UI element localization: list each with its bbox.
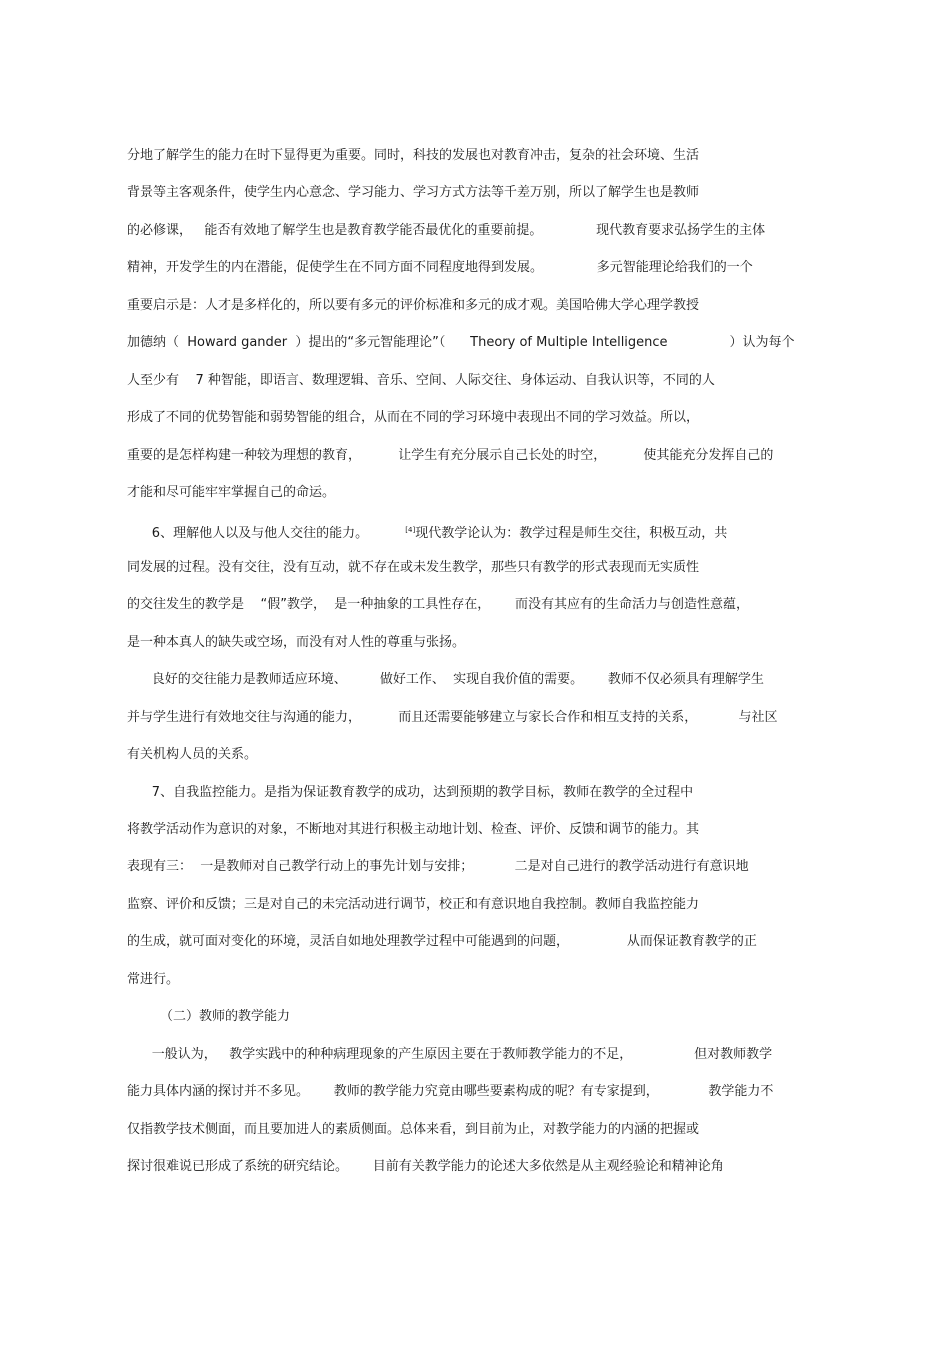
text-line: 重要启示是：人才是多样化的，所以要有多元的评价标准和多元的成才观。美国哈佛大学心理学教授 — [127, 298, 700, 313]
text-line: 分地了解学生的能力在时下显得更为重要。同时，科技的发展也对教育冲击，复杂的社会环境、生活 — [127, 148, 700, 163]
text-line: 背景等主客观条件，使学生内心意念、学习能力、学习方式方法等千差万别，所以了解学生也是教师 — [127, 185, 700, 200]
text-line: 加德纳（ Howard gander ）提出的“多元智能理论”（ Theory of Multiple Intelligence ）认为每个 — [127, 335, 795, 350]
text-line: 并与学生进行有效地交往与沟通的能力， 而且还需要能够建立与家长合作和相互支持的关系， 与社区 — [127, 710, 778, 725]
text-line: 监察、评价和反馈；三是对自己的未完活动进行调节，校正和有意识地自我控制。教师自我监控能力 — [127, 897, 700, 912]
text-line-with-footnote — [127, 521, 727, 543]
text-line: 良好的交往能力是教师适应环境、 做好工作、 实现自我价值的需要。 教师不仅必须具有理解学生 — [127, 672, 764, 687]
text-line: 精神，开发学生的内在潜能，促使学生在不同方面不同程度地得到发展。 多元智能理论给我们的一个 — [127, 260, 753, 275]
text-line: 7、自我监控能力。是指为保证教育教学的成功，达到预期的教学目标，教师在教学的全过程中 — [127, 785, 694, 800]
text-line: 同发展的过程。没有交往，没有互动，就不存在或未发生教学，那些只有教学的形式表现而无实质性 — [127, 560, 700, 575]
text-line: 的交往发生的教学是 “假”教学， 是一种抽象的工具性存在， 而没有其应有的生命活力与创造性意蕴， — [127, 597, 750, 612]
text-line: 人至少有 7 种智能，即语言、数理逻辑、音乐、空间、人际交往、身体运动、自我认识等，不同的人 — [127, 373, 715, 388]
text-line: 重要的是怎样构建一种较为理想的教育， 让学生有充分展示自己长处的时空， 使其能充分发挥自己的 — [127, 448, 774, 463]
text-line: 能力具体内涵的探讨并不多见。 教师的教学能力究竟由哪些要素构成的呢？有专家提到， 教学能力不 — [127, 1084, 774, 1099]
text-line: 表现有三： 一是教师对自己教学行动上的事先计划与安排； 二是对自己进行的教学活动进行有意识地 — [127, 859, 749, 874]
text-segment: 现代教学论认为：教学过程是师生交往，积极互动，共 — [415, 526, 728, 541]
text-line: 是一种本真人的缺失或空场，而没有对人性的尊重与张扬。 — [127, 635, 466, 650]
footnote-marker: [4] — [405, 526, 416, 534]
text-line: 探讨很难说已形成了系统的研究结论。 目前有关教学能力的论述大多依然是从主观经验论和精神论角 — [127, 1159, 724, 1174]
text-line: 仅指教学技术侧面，而且要加进人的素质侧面。总体来看，到目前为止，对教学能力的内涵的把握或 — [127, 1122, 700, 1137]
text-line: 才能和尽可能牢牢掌握自己的命运。 — [127, 485, 336, 500]
text-line: 的生成，就可面对变化的环境，灵活自如地处理教学过程中可能遇到的问题， 从而保证教育教学的正 — [127, 934, 757, 949]
text-segment: 6、理解他人以及与他人交往的能力。 — [127, 526, 406, 541]
text-line: 一般认为， 教学实践中的种种病理现象的产生原因主要在于教师教学能力的不足， 但对教师教学 — [127, 1047, 773, 1062]
text-line: 有关机构人员的关系。 — [127, 747, 258, 762]
text-line: 形成了不同的优势智能和弱势智能的组合，从而在不同的学习环境中表现出不同的学习效益。所以， — [127, 410, 700, 425]
text-line: 的必修课， 能否有效地了解学生也是教育教学能否最优化的重要前提。 现代教育要求弘扬学生的主体 — [127, 223, 766, 238]
section-heading: （二）教师的教学能力 — [127, 1009, 291, 1024]
text-line: 将教学活动作为意识的对象，不断地对其进行积极主动地计划、检查、评价、反馈和调节的能力。其 — [127, 822, 700, 837]
text-line: 常进行。 — [127, 972, 180, 987]
